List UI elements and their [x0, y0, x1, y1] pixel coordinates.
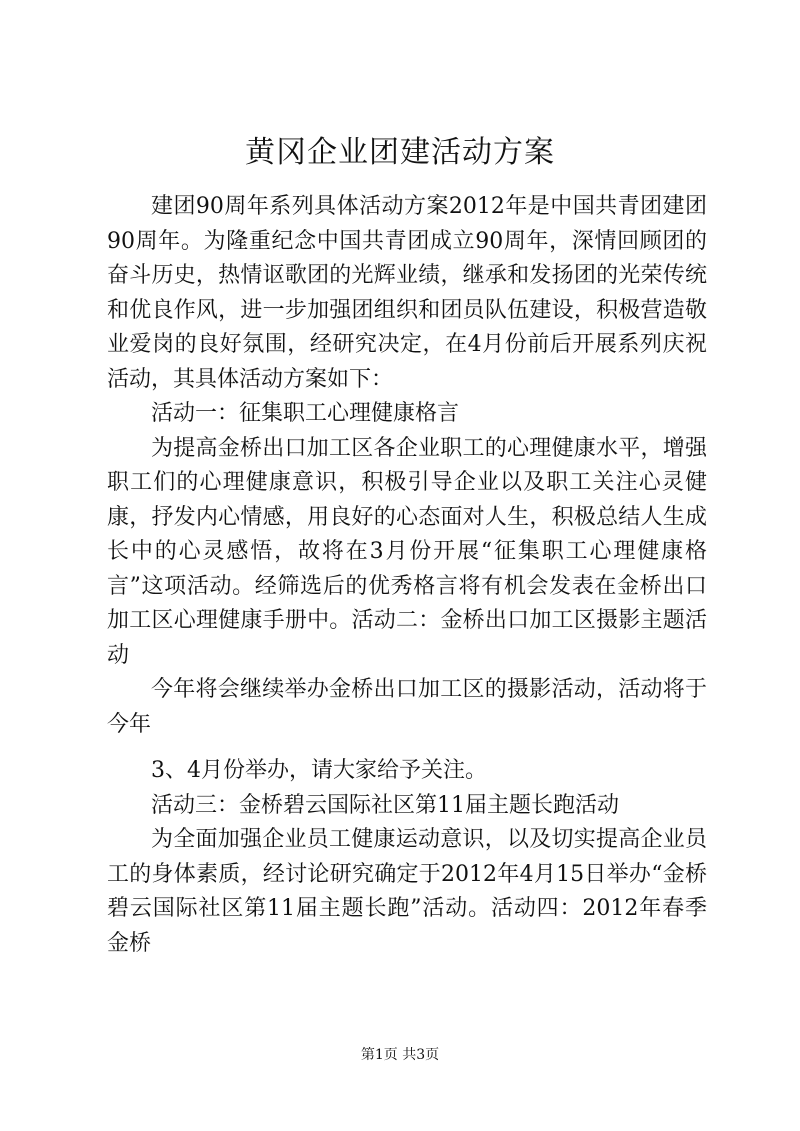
paragraph-activity-3-body: 为全面加强企业员工健康运动意识，以及切实提高企业员工的身体素质，经讨论研究确定于2012年4月15日举办“金桥碧云国际社区第11届主题长跑”活动。活动四：2012年春季金桥	[107, 827, 707, 956]
paragraph-activity-2-date: 3、4月份举办，请大家给予关注。	[151, 758, 487, 783]
paragraph-activity-1-body: 为提高金桥出口加工区各企业职工的心理健康水平，增强职工们的心理健康意识，积极引导企业以及职工关注心灵健康，抒发内心情感，用良好的心态面对人生，积极总结人生成长中的心灵感悟，故将在3月份开展“征集职工心理健康格言”这项活动。经筛选后的优秀格言将有机会发表在金桥出口加工区心理健康手册中。活动二：金桥出口加工区摄影主题活动	[107, 435, 707, 668]
paragraph-activity-3-heading: 活动三：金桥碧云国际社区第11届主题长跑活动	[151, 792, 619, 818]
paragraph-activity-1-heading: 活动一：征集职工心理健康格言	[151, 401, 460, 426]
page-footer: 第1页 共3页	[360, 1047, 440, 1063]
paragraph-gap	[107, 742, 707, 754]
paragraph-activity-2-body: 今年将会继续举办金桥出口加工区的摄影活动，活动将于今年	[107, 677, 707, 737]
paragraph-intro: 建团90周年系列具体活动方案2012年是中国共青团建团90周年。为隆重纪念中国共青团成立90周年，深情回顾团的奋斗历史，热情讴歌团的光辉业绩，继承和发扬团的光荣传统和优良作风，进一步加强团组织和团员队伍建设，积极营造敬业爱岗的良好氛围，经研究决定，在4月份前后开展系列庆祝活动，其具体活动方案如下：	[107, 194, 707, 392]
document-title: 黄冈企业团建活动方案	[245, 135, 555, 170]
document-body	[107, 190, 707, 961]
